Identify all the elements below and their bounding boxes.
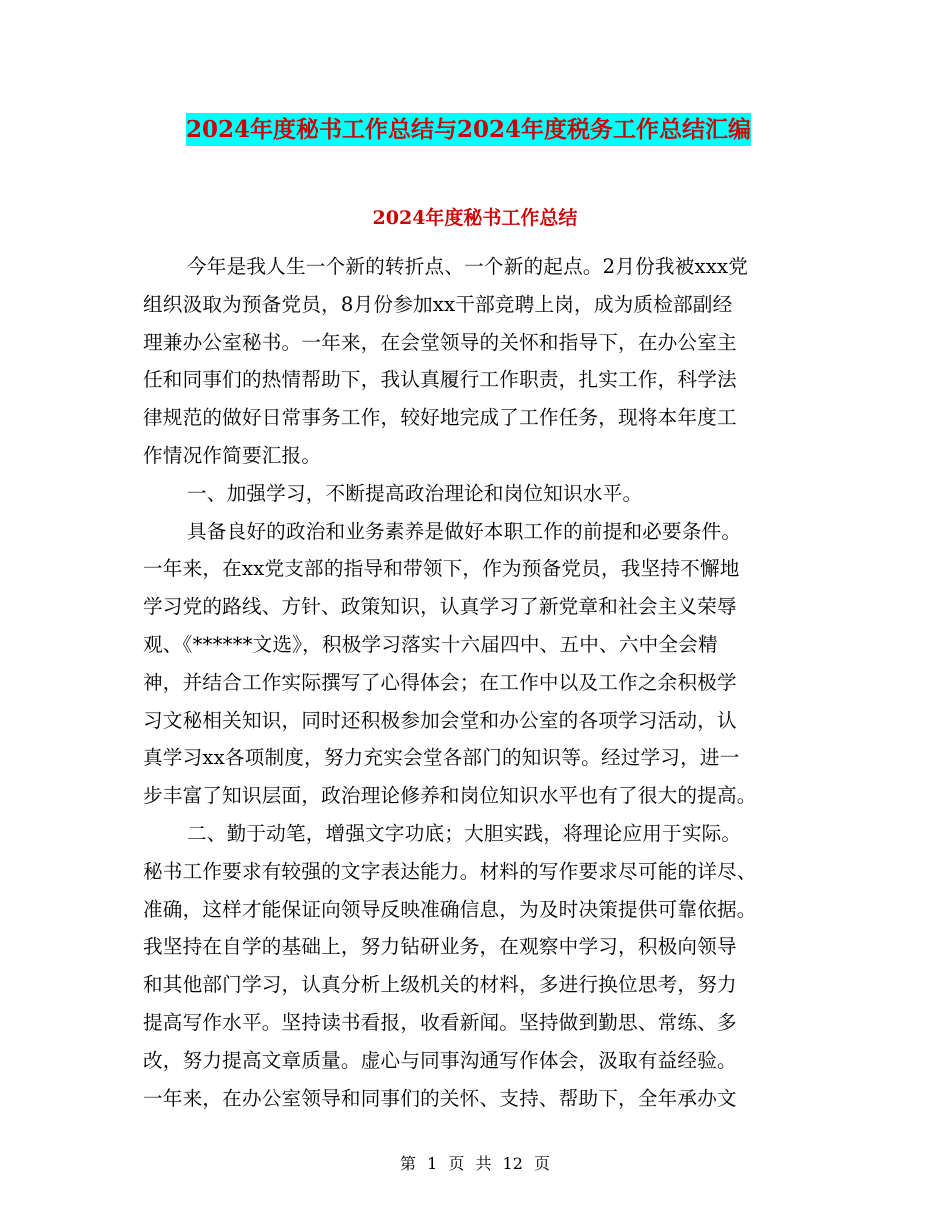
paragraph-line: 我坚持在自学的基础上，努力钻研业务，在观察中学习，积极向领导 xyxy=(143,935,737,959)
paragraph-line: 一年来，在办公室领导和同事们的关怀、支持、帮助下，全年承办文 xyxy=(143,1086,737,1110)
paragraph-line: 准确，这样才能保证向领导反映准确信息，为及时决策提供可靠依据。 xyxy=(143,897,757,921)
paragraph-line: 今年是我人生一个新的转折点、一个新的起点。2月份我被xxx党 xyxy=(187,255,749,278)
page-number-footer: 第 1 页 共 12 页 xyxy=(400,1154,550,1173)
paragraph-line: 观、《******文选》，积极学习落实十六届四中、五中、六中全会精 xyxy=(143,632,718,656)
paragraph-line: 具备良好的政治和业务素养是做好本职工作的前提和必要条件。 xyxy=(187,519,742,543)
paragraph-line: 组织汲取为预备党员，8月份参加xx干部竞聘上岗，成为质检部副经 xyxy=(143,292,733,316)
paragraph-line: 任和同事们的热情帮助下，我认真履行工作职责，扎实工作，科学法 xyxy=(143,368,737,392)
paragraph-line: 步丰富了知识层面，政治理论修养和岗位知识水平也有了很大的提高。 xyxy=(143,784,757,808)
section-title: 2024年度秘书工作总结 xyxy=(372,207,578,229)
paragraph-line: 学习党的路线、方针、政策知识，认真学习了新党章和社会主义荣辱 xyxy=(143,595,737,619)
paragraph-line: 一年来，在xx党支部的指导和带领下，作为预备党员，我坚持不懈地 xyxy=(143,557,740,581)
document-title: 2024年度秘书工作总结与2024年度税务工作总结汇编 xyxy=(186,113,751,146)
paragraph-line: 提高写作水平。坚持读书看报，收看新闻。坚持做到勤思、常练、多 xyxy=(143,1010,737,1034)
heading-line: 二、勤于动笔，增强文字功底；大胆实践，将理论应用于实际。 xyxy=(187,821,742,845)
paragraph-line: 习文秘相关知识，同时还积极参加会堂和办公室的各项学习活动，认 xyxy=(143,708,737,732)
paragraph-line: 律规范的做好日常事务工作，较好地完成了工作任务，现将本年度工 xyxy=(143,406,737,430)
paragraph-line: 作情况作简要汇报。 xyxy=(143,443,322,467)
paragraph-line: 秘书工作要求有较强的文字表达能力。材料的写作要求尽可能的详尽、 xyxy=(143,859,757,883)
paragraph-line: 改，努力提高文章质量。虚心与同事沟通写作体会，汲取有益经验。 xyxy=(143,1048,737,1072)
paragraph-line: 神，并结合工作实际撰写了心得体会；在工作中以及工作之余积极学 xyxy=(143,670,737,694)
heading-line: 一、加强学习，不断提高政治理论和岗位知识水平。 xyxy=(187,481,643,505)
document-body xyxy=(143,248,813,1117)
paragraph-line: 和其他部门学习，认真分析上级机关的材料，多进行换位思考，努力 xyxy=(143,973,737,997)
paragraph-line: 理兼办公室秘书。一年来，在会堂领导的关怀和指导下，在办公室主 xyxy=(143,330,737,354)
paragraph-line: 真学习xx各项制度，努力充实会堂各部门的知识等。经过学习，进一 xyxy=(143,746,740,770)
